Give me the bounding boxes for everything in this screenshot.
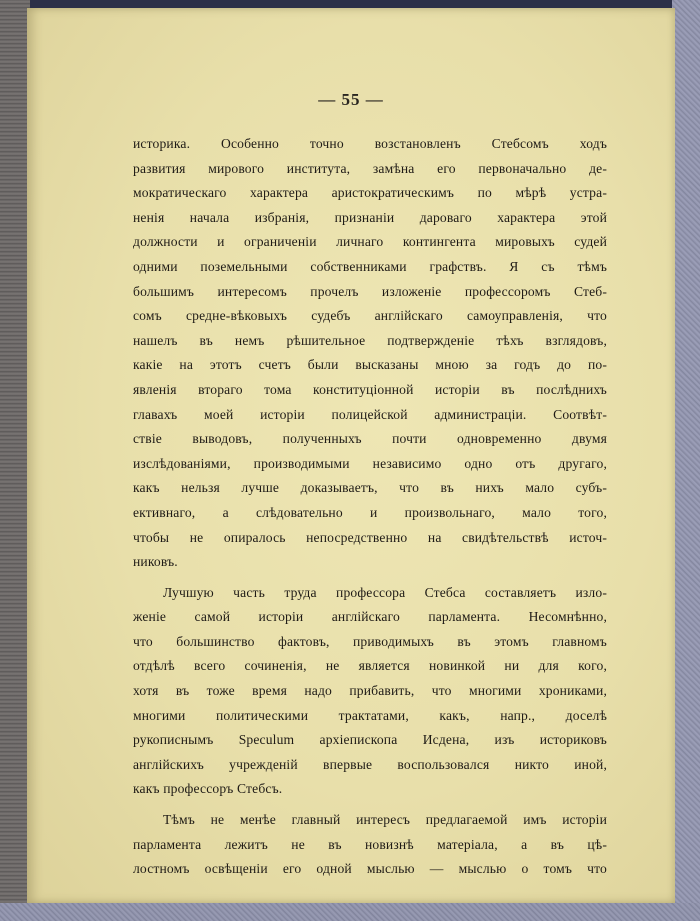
text-line: ективнаго, а слѣдовательно и произвольнаго, мало того, <box>133 504 607 520</box>
text-line: нашелъ въ немъ рѣшительное подтвержденіе тѣхъ взглядовъ, <box>133 332 607 348</box>
text-line: ненія начала избранія, признаніи дароваго характера этой <box>133 209 607 225</box>
page-number: — 55 — <box>318 90 384 109</box>
text-line: женіе самой исторіи англійскаго парламента. Несомнѣнно, <box>133 609 607 625</box>
text-line: хотя въ тоже время надо прибавить, что многими хрониками, <box>133 683 607 699</box>
text-line: большимъ интересомъ прочелъ изложеніе профессоромъ Стеб- <box>133 283 607 299</box>
text-line: развития мирового института, замѣна его первоначально де- <box>133 160 607 176</box>
text-line: Лучшую часть труда профессора Стебса составляетъ изло- <box>163 584 607 600</box>
text-line: какъ профессоръ Стебсъ. <box>133 781 283 797</box>
text-line: должности и ограниченіи личнаго контингента мировыхъ судей <box>133 234 607 250</box>
text-line: многими политическими трактатами, какъ, напр., доселѣ <box>133 707 607 723</box>
text-line: англійскихъ учрежденій впервые воспользовался никто иной, <box>133 756 607 772</box>
page-stack-edge <box>0 0 30 921</box>
text-line: лостномъ освѣщеніи его одной мыслью — мыслью о томъ что <box>133 861 607 877</box>
text-line: историка. Особенно точно возстановленъ Стебсомъ ходъ <box>133 136 607 151</box>
text-body <box>133 132 607 882</box>
book-page <box>27 8 675 903</box>
text-line: парламента лежитъ не въ новизнѣ матеріала, а въ цѣ- <box>133 836 607 852</box>
background-cloth-right <box>672 0 700 921</box>
text-line: что большинство фактовъ, приводимыхъ въ этомъ главномъ <box>133 633 607 649</box>
text-line: рукописнымъ Speculum архіепископа Исдена, изъ историковъ <box>133 732 607 748</box>
text-line: одними поземельными собственниками графствъ. Я съ тѣмъ <box>133 258 607 274</box>
background-cloth-bottom <box>0 903 700 921</box>
text-line: Тѣмъ не менѣе главный интересъ предлагаемой имъ исторіи <box>163 812 607 828</box>
text-line: главахъ моей исторіи полицейской администраціи. Соотвѣт- <box>133 406 607 422</box>
text-line: чтобы не опиралось непосредственно на свидѣтельствѣ источ- <box>133 529 607 545</box>
text-line: сомъ средне-вѣковыхъ судебъ англійскаго самоуправленія, что <box>133 308 607 324</box>
text-line: какіе на этотъ счетъ были высказаны мною за годъ до по- <box>133 357 607 373</box>
text-line: ствіе выводовъ, полученныхъ почти одновременно двумя <box>133 431 607 447</box>
text-line: явленія втораго тома конституціонной исторіи въ послѣднихъ <box>133 381 607 397</box>
text-line: изслѣдованіями, производимыми независимо одно отъ другаго, <box>133 455 607 471</box>
text-line: никовъ. <box>133 554 178 570</box>
text-line: мократическаго характера аристократическимъ по мѣрѣ устра- <box>133 185 607 201</box>
text-line: какъ нельзя лучше доказываетъ, что въ нихъ мало субъ- <box>133 480 607 496</box>
text-line: отдѣлѣ всего сочиненія, не является новинкой ни для кого, <box>133 658 607 674</box>
